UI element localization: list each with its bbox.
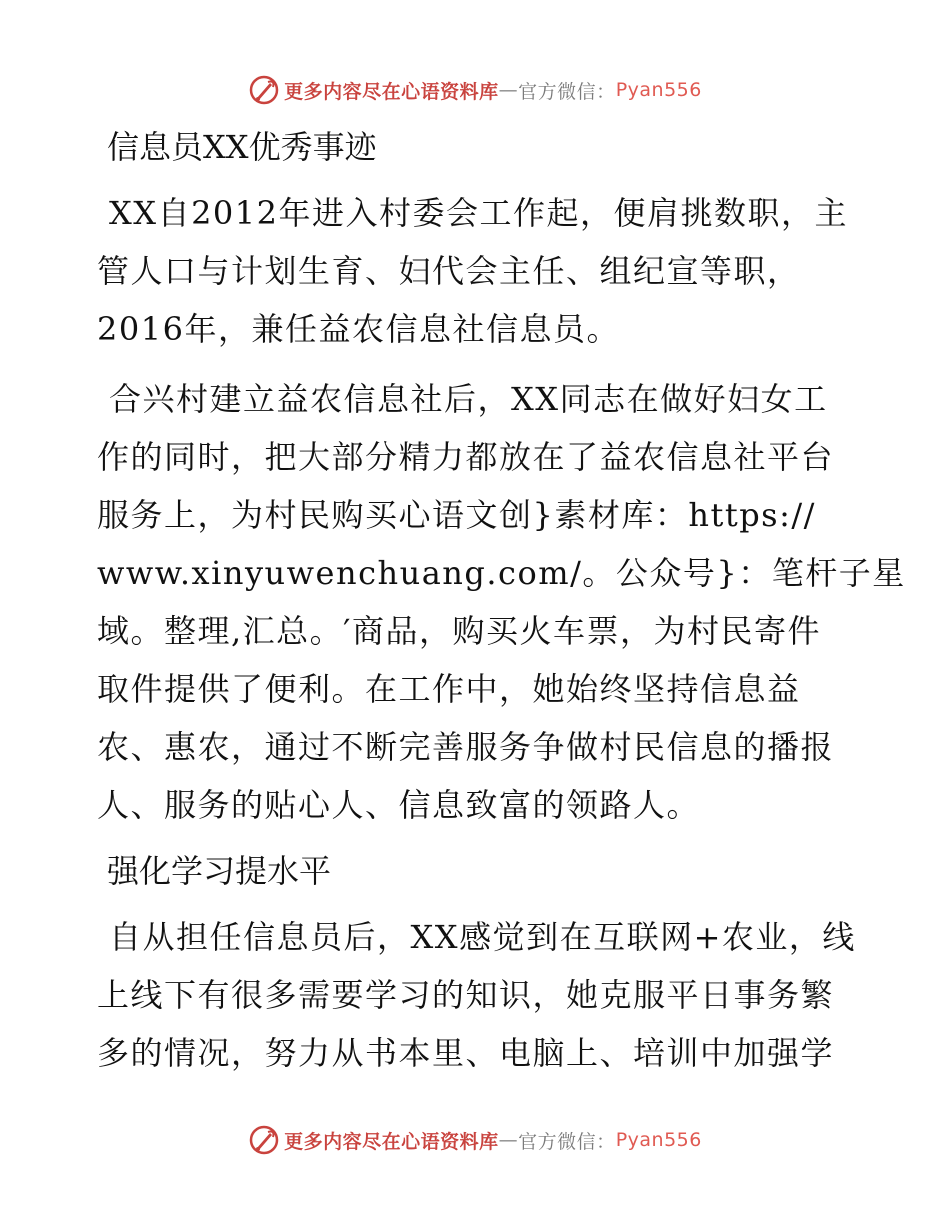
quill-pen-icon bbox=[248, 1124, 280, 1156]
paragraph-line: 作的同时，把大部分精力都放在了益农信息社平台 bbox=[97, 438, 835, 476]
paragraph-line: 服务上，为村民购买心语文创}素材库：https:// bbox=[97, 496, 816, 534]
document-title: 信息员XX优秀事迹 bbox=[107, 128, 377, 166]
paragraph-line: 2016年，兼任益农信息社信息员。 bbox=[97, 310, 620, 348]
paragraph-line: XX自2012年进入村委会工作起，便肩挑数职，主 bbox=[109, 194, 849, 232]
quill-pen-icon bbox=[248, 74, 280, 106]
paragraph-line: 域。整理,汇总。′商品，购买火车票，为村民寄件 bbox=[97, 612, 821, 650]
paragraph-line: 农、惠农，通过不断完善服务争做村民信息的播报 bbox=[97, 728, 835, 766]
section-heading: 强化学习提水平 bbox=[107, 852, 332, 890]
paragraph-line: 合兴村建立益农信息社后，XX同志在做好妇女工 bbox=[109, 380, 828, 418]
banner-official-label: 官方微信： bbox=[518, 80, 616, 103]
paragraph-line: 取件提供了便利。在工作中，她始终坚持信息益 bbox=[97, 670, 801, 708]
paragraph-line: 上线下有很多需要学习的知识，她克服平日事务繁 bbox=[97, 976, 835, 1014]
paragraph-learning bbox=[97, 908, 857, 1082]
banner-separator: — bbox=[498, 1129, 519, 1151]
footer-banner bbox=[0, 1124, 950, 1156]
banner-promo-text: 更多内容尽在心语资料库 bbox=[284, 1130, 499, 1153]
paragraph-service bbox=[97, 370, 906, 834]
paragraph-line: 自从担任信息员后，XX感觉到在互联网+农业，线 bbox=[109, 918, 856, 956]
banner-official-label: 官方微信： bbox=[518, 1130, 616, 1153]
paragraph-line: 人、服务的贴心人、信息致富的领路人。 bbox=[97, 786, 701, 824]
paragraph-line: 管人口与计划生育、妇代会主任、组纪宣等职， bbox=[97, 252, 801, 290]
banner-promo-text: 更多内容尽在心语资料库 bbox=[284, 80, 499, 103]
paragraph-line: 多的情况，努力从书本里、电脑上、培训中加强学 bbox=[97, 1034, 835, 1072]
header-banner bbox=[0, 74, 950, 106]
banner-wechat-id: Pyan556 bbox=[615, 79, 702, 101]
banner-wechat-id: Pyan556 bbox=[615, 1129, 702, 1151]
paragraph-intro bbox=[97, 184, 857, 358]
paragraph-line: www.xinyuwenchuang.com/。公众号}：笔杆子星 bbox=[97, 554, 906, 592]
banner-separator: — bbox=[498, 79, 519, 101]
document-body bbox=[97, 122, 906, 1094]
